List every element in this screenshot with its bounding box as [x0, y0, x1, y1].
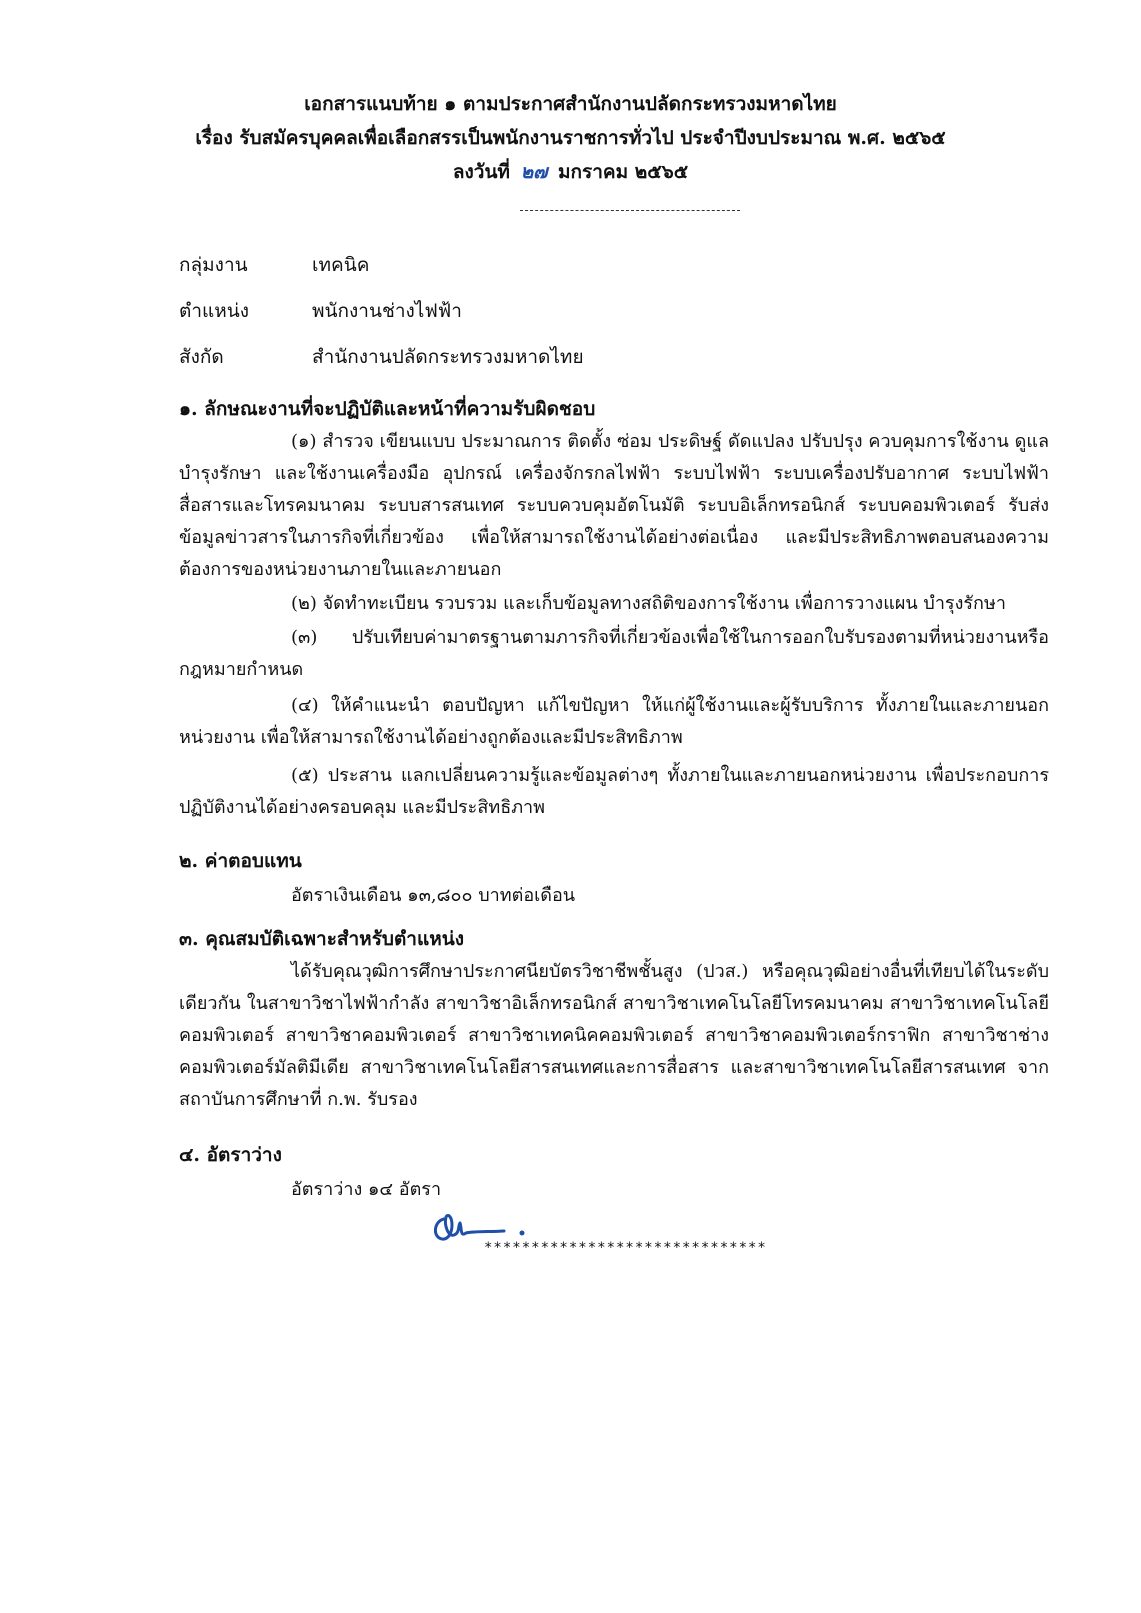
field-label-group: กลุ่มงาน — [179, 254, 248, 276]
section-4-text: อัตราว่าง ๑๔ อัตรา — [291, 1179, 442, 1200]
section-2-text: อัตราเงินเดือน ๑๓,๘๐๐ บาทต่อเดือน — [291, 885, 576, 906]
section-1-heading: ๑. ลักษณะงานที่จะปฏิบัติและหน้าที่ความรับผิดชอบ — [179, 398, 596, 420]
date-prefix: ลงวันที่ — [452, 161, 510, 183]
section-4-heading: ๔. อัตราว่าง — [179, 1144, 282, 1166]
section-1-item-3: (๓) ปรับเทียบค่ามาตรฐานตามภารกิจที่เกี่ยวข้องเพื่อใช้ในการออกใบรับรองตามที่หน่วยงานหรือกฎหมายกำหนด — [179, 627, 1049, 680]
header-line-2: เรื่อง รับสมัครบุคคลเพื่อเลือกสรรเป็นพนักงานราชการทั่วไป ประจำปีงบประมาณ พ.ศ. ๒๕๖๕ — [195, 127, 946, 149]
section-1-item-5: (๕) ประสาน แลกเปลี่ยนความรู้และข้อมูลต่างๆ ทั้งภายในและภายนอกหน่วยงาน เพื่อประกอบการปฏิบัติงานได้อย่างครอบคลุม และมีประสิทธิภาพ — [179, 765, 1049, 818]
section-1-item-1: (๑) สำรวจ เขียนแบบ ประมาณการ ติดตั้ง ซ่อม ประดิษฐ์ ดัดแปลง ปรับปรุง ควบคุมการใช้งาน ดูแล บำรุงรักษา และใช้งานเครื่องมือ อุปกรณ์ เครื่องจักรกลไฟฟ้า ระบบไฟฟ้า ระบบเครื่องปรับอากาศ ระบบไฟฟ้าสื่อสารและโทรคมนาคม ระบบสารสนเทศ ระบบควบคุมอัตโนมัติ ระบบอิเล็กทรอนิกส์ ระบบคอมพิวเตอร์ รับส่งข้อมูลข่าวสารในภารกิจที่เกี่ยวข้อง เพื่อให้สามารถใช้งานได้อย่างต่อเนื่อง และมีประสิทธิภาพตอบสนองความต้องการของหน่วยงานภายในและภายนอก — [179, 431, 1049, 580]
field-label-position: ตำแหน่ง — [179, 300, 250, 322]
field-value-affiliation: สำนักงานปลัดกระทรวงมหาดไทย — [312, 346, 584, 368]
field-value-group: เทคนิค — [312, 254, 370, 276]
section-1-item-2: (๒) จัดทำทะเบียน รวบรวม และเก็บข้อมูลทางสถิติของการใช้งาน เพื่อการวางแผน บำรุงรักษา — [291, 593, 1006, 614]
header-divider — [520, 210, 740, 211]
date-rest: มกราคม ๒๕๖๕ — [558, 161, 689, 183]
section-3-heading: ๓. คุณสมบัติเฉพาะสำหรับตำแหน่ง — [179, 928, 465, 950]
field-label-affiliation: สังกัด — [179, 346, 224, 368]
header-line-1: เอกสารแนบท้าย ๑ ตามประกาศสำนักงานปลัดกระทรวงมหาดไทย — [304, 93, 837, 115]
field-value-position: พนักงานช่างไฟฟ้า — [312, 300, 462, 322]
header-date — [0, 160, 1141, 184]
section-2-heading: ๒. ค่าตอบแทน — [179, 850, 302, 872]
date-day-handwritten: ๒๗ — [520, 161, 548, 183]
closing-asterisks: ****************************** — [484, 1240, 767, 1256]
section-1-item-4: (๔) ให้คำแนะนำ ตอบปัญหา แก้ไขปัญหา ให้แก่ผู้ใช้งานและผู้รับบริการ ทั้งภายในและภายนอกหน่วยงาน เพื่อให้สามารถใช้งานได้อย่างถูกต้องและมีประสิทธิภาพ — [179, 695, 1049, 748]
section-3-text: ได้รับคุณวุฒิการศึกษาประกาศนียบัตรวิชาชีพชั้นสูง (ปวส.) หรือคุณวุฒิอย่างอื่นที่เทียบได้ในระดับเดียวกัน ในสาขาวิชาไฟฟ้ากำลัง สาขาวิชาอิเล็กทรอนิกส์ สาขาวิชาเทคโนโลยีโทรคมนาคม สาขาวิชาเทคโนโลยีคอมพิวเตอร์ สาขาวิชาคอมพิวเตอร์ สาขาวิชาเทคนิคคอมพิวเตอร์ สาขาวิชาคอมพิวเตอร์กราฟิก สาขาวิชาช่างคอมพิวเตอร์มัลติมีเดีย สาขาวิชาเทคโนโลยีสารสนเทศและการสื่อสาร และสาขาวิชาเทคโนโลยีสารสนเทศ จากสถาบันการศึกษาที่ ก.พ. รับรอง — [179, 961, 1049, 1110]
